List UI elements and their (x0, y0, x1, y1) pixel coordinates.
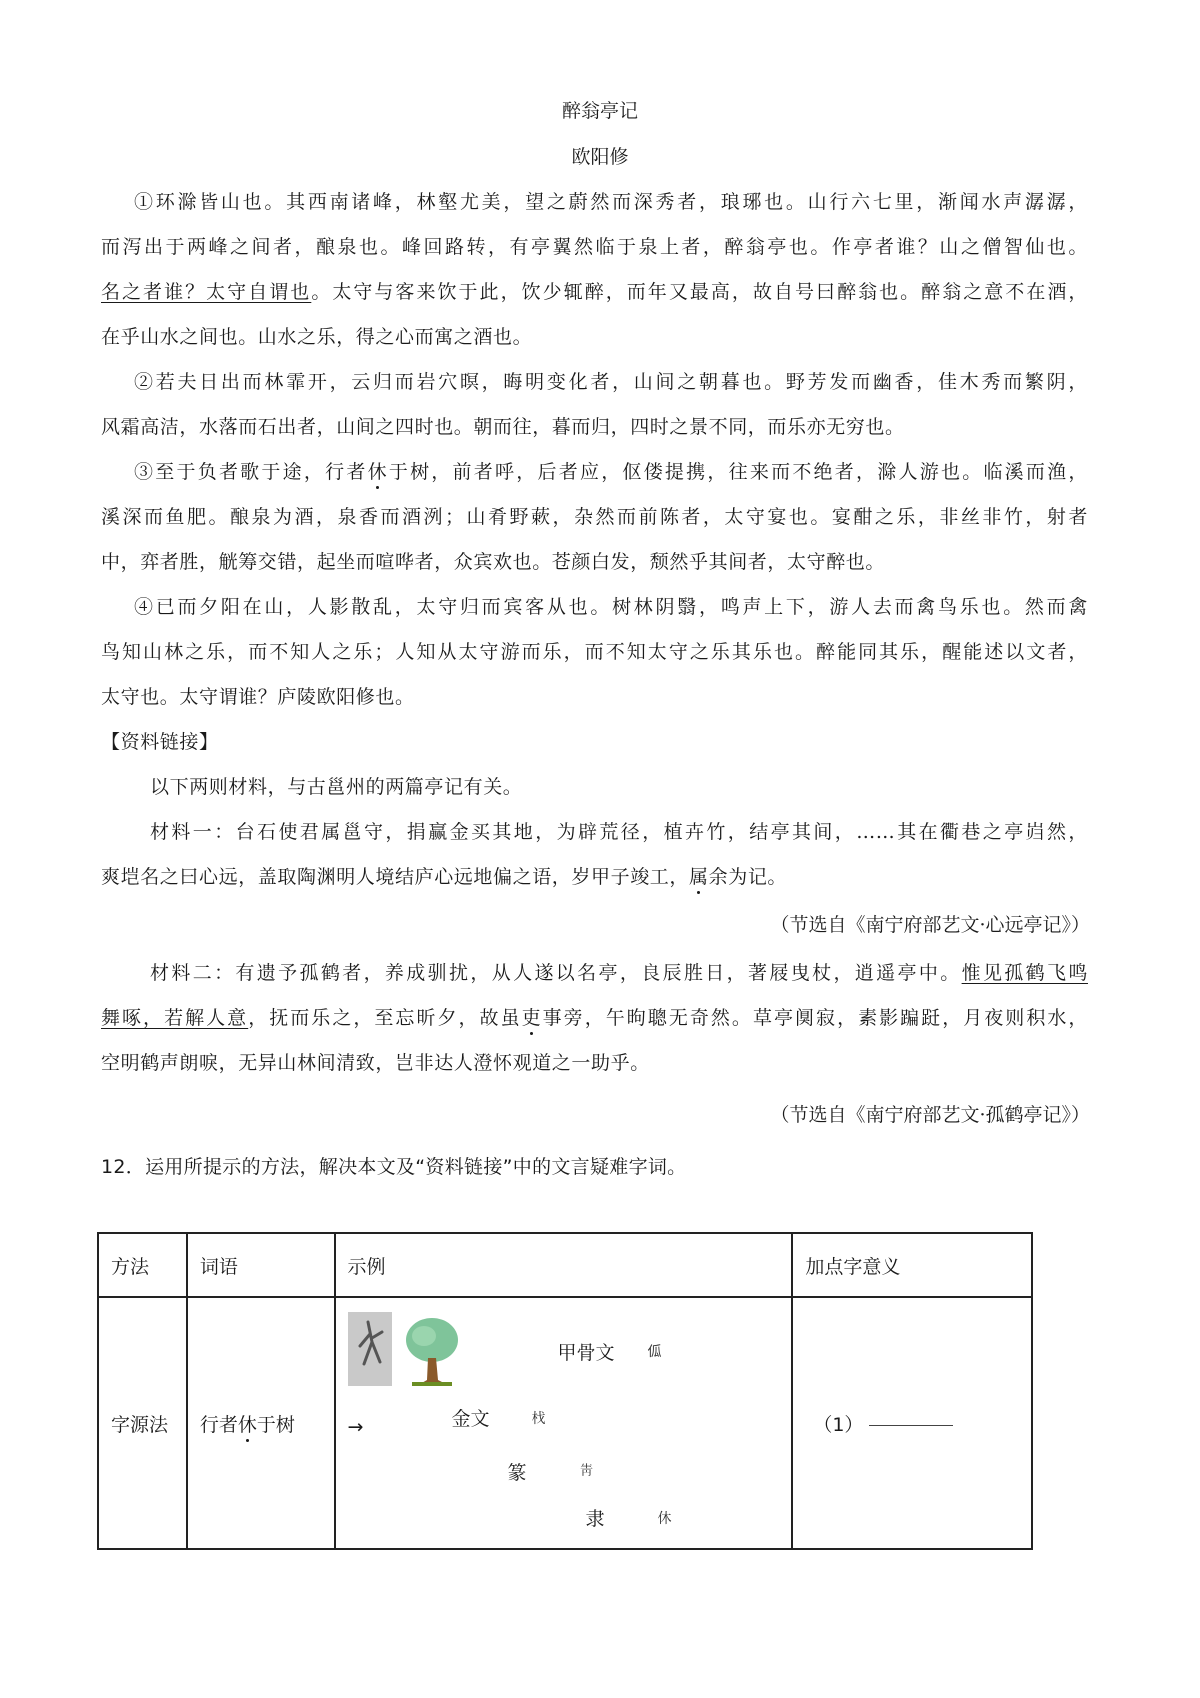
p4-line-3: 太守也。太守谓谁？庐陵欧阳修也。 (101, 686, 415, 708)
answer-number: （1） (813, 1413, 864, 1436)
header-phrase: 词语 (187, 1233, 335, 1297)
m2-line-2: 舞啄，若解人意，抚而乐之，至忘昕夕，故虽吏事旁，午昫聰无奇然。草亭阒寂，素影蹁跹，月夜则积水， (101, 1003, 1088, 1030)
dotted-char-shu: 属 (689, 862, 709, 889)
underlined-sentence-1: 名之者谁？太守自谓也 (101, 281, 312, 303)
underlined-sentence-2b: 舞啄，若解人意 (101, 1007, 249, 1029)
method-cell: 字源法 (98, 1297, 187, 1549)
p1-line-2: 而泻出于两峰之间者，酿泉也。峰回路转，有亭翼然临于泉上者，醉翁亭也。作亭者谁？山之僧智仙也。 (101, 236, 1088, 258)
p1-line-1: ①环滁皆山也。其西南诸峰，林壑尤美，望之蔚然而深秀者，琅琊也。山行六七里，渐闻水声潺潺， (134, 191, 1088, 213)
phrase-cell: 行者休于树 (187, 1297, 335, 1549)
seal-glyph: 𤯞 (579, 1463, 594, 1479)
header-method: 方法 (98, 1233, 187, 1297)
m2-source: （节选自《南宁府部艺文·孤鹤亭记》） (770, 1104, 1090, 1126)
p4-line-2: 鸟知山林之乐，而不知人之乐；人知从太守游而乐，而不知太守之乐其乐也。醉能同其乐，醒能述以文者， (101, 641, 1088, 663)
answer-cell (792, 1297, 1032, 1549)
passage-title: 醉翁亭记 (561, 100, 638, 122)
question-prompt: 12．运用所提示的方法，解决本文及“资料链接”中的文言疑难字词。 (101, 1156, 687, 1178)
clerical-glyph: 休 (657, 1511, 672, 1527)
tree-pictograph-icon (402, 1314, 462, 1388)
p4-line-1: ④已而夕阳在山，人影散乱，太守归而宾客从也。树林阴翳，鸣声上下，游人去而禽鸟乐也。然而禽 (134, 596, 1088, 618)
table-header-row (98, 1233, 1032, 1297)
person-pictograph-icon (348, 1312, 392, 1386)
example-cell (335, 1297, 793, 1549)
bronze-glyph: 𣏾 (531, 1411, 546, 1427)
m2-line-1: 材料二：有遗予孤鹤者，养成驯扰，从人遂以名亭，良辰胜日，著屐曳杖，逍遥亭中。惟见孤鹤飞鸣 (150, 962, 1088, 984)
underlined-sentence-2a: 惟见孤鹤飞鸣 (961, 962, 1088, 984)
question-table (97, 1232, 1033, 1550)
m1-source: （节选自《南宁府部艺文·心远亭记》） (770, 914, 1090, 936)
arrow: → (347, 1416, 364, 1438)
header-meaning: 加点字意义 (792, 1233, 1032, 1297)
passage-author: 欧阳修 (571, 146, 629, 168)
p3-line-3: 中，弈者胜，觥筹交错，起坐而喧哗者，众宾欢也。苍颜白发，颓然乎其间者，太守醉也。 (101, 551, 886, 573)
m1-line-2: 爽垲名之曰心远，盖取陶渊明人境结庐心远地偏之语，岁甲子竣工，属余为记。 (101, 862, 787, 889)
materials-heading: 【资料链接】 (101, 731, 219, 753)
dotted-char-xiu: 休 (368, 457, 388, 484)
p1-line-3: 名之者谁？太守自谓也。太守与客来饮于此，饮少辄醉，而年又最高，故自号曰醉翁也。醉翁之意不在酒， (101, 281, 1088, 303)
m1-line-1: 材料一：台石使君属邕守，捐赢金买其地，为辟荒径，植卉竹，结亭其间，……其在衢巷之亭岿然， (150, 821, 1088, 843)
p2-line-1: ②若夫日出而林霏开，云归而岩穴暝，晦明变化者，山间之朝暮也。野芳发而幽香，佳木秀而繁阴， (134, 371, 1088, 393)
bronze-label: 金文 (451, 1408, 490, 1430)
dotted-char-xiu-table: 休 (238, 1410, 257, 1437)
p2-line-2: 风霜高洁，水落而石出者，山间之四时也。朝而往，暮而归，四时之景不同，而乐亦无穷也。 (101, 416, 905, 438)
table-row (98, 1297, 1032, 1549)
p1-line-4: 在乎山水之间也。山水之乐，得之心而寓之酒也。 (101, 326, 533, 348)
answer-blank[interactable] (869, 1425, 953, 1426)
oracle-glyph: 𠇗 (647, 1344, 662, 1360)
m2-line-3: 空明鹤声朗唳，无异山林间清致，岂非达人澄怀观道之一助乎。 (101, 1052, 650, 1074)
header-example: 示例 (335, 1233, 793, 1297)
p3-line-1: ③至于负者歌于途，行者休于树，前者呼，后者应，伛偻提携，往来而不绝者，滁人游也。临溪而渔， (134, 457, 1088, 484)
materials-intro: 以下两则材料，与古邕州的两篇亭记有关。 (150, 776, 523, 798)
clerical-label: 隶 (585, 1508, 605, 1530)
p3-line-2: 溪深而鱼肥。酿泉为酒，泉香而酒洌；山肴野蔌，杂然而前陈者，太守宴也。宴酣之乐，非丝非竹，射者 (101, 506, 1088, 528)
dotted-char-li: 吏 (522, 1003, 542, 1030)
seal-label: 篆 (507, 1462, 527, 1484)
oracle-label: 甲骨文 (557, 1342, 615, 1364)
